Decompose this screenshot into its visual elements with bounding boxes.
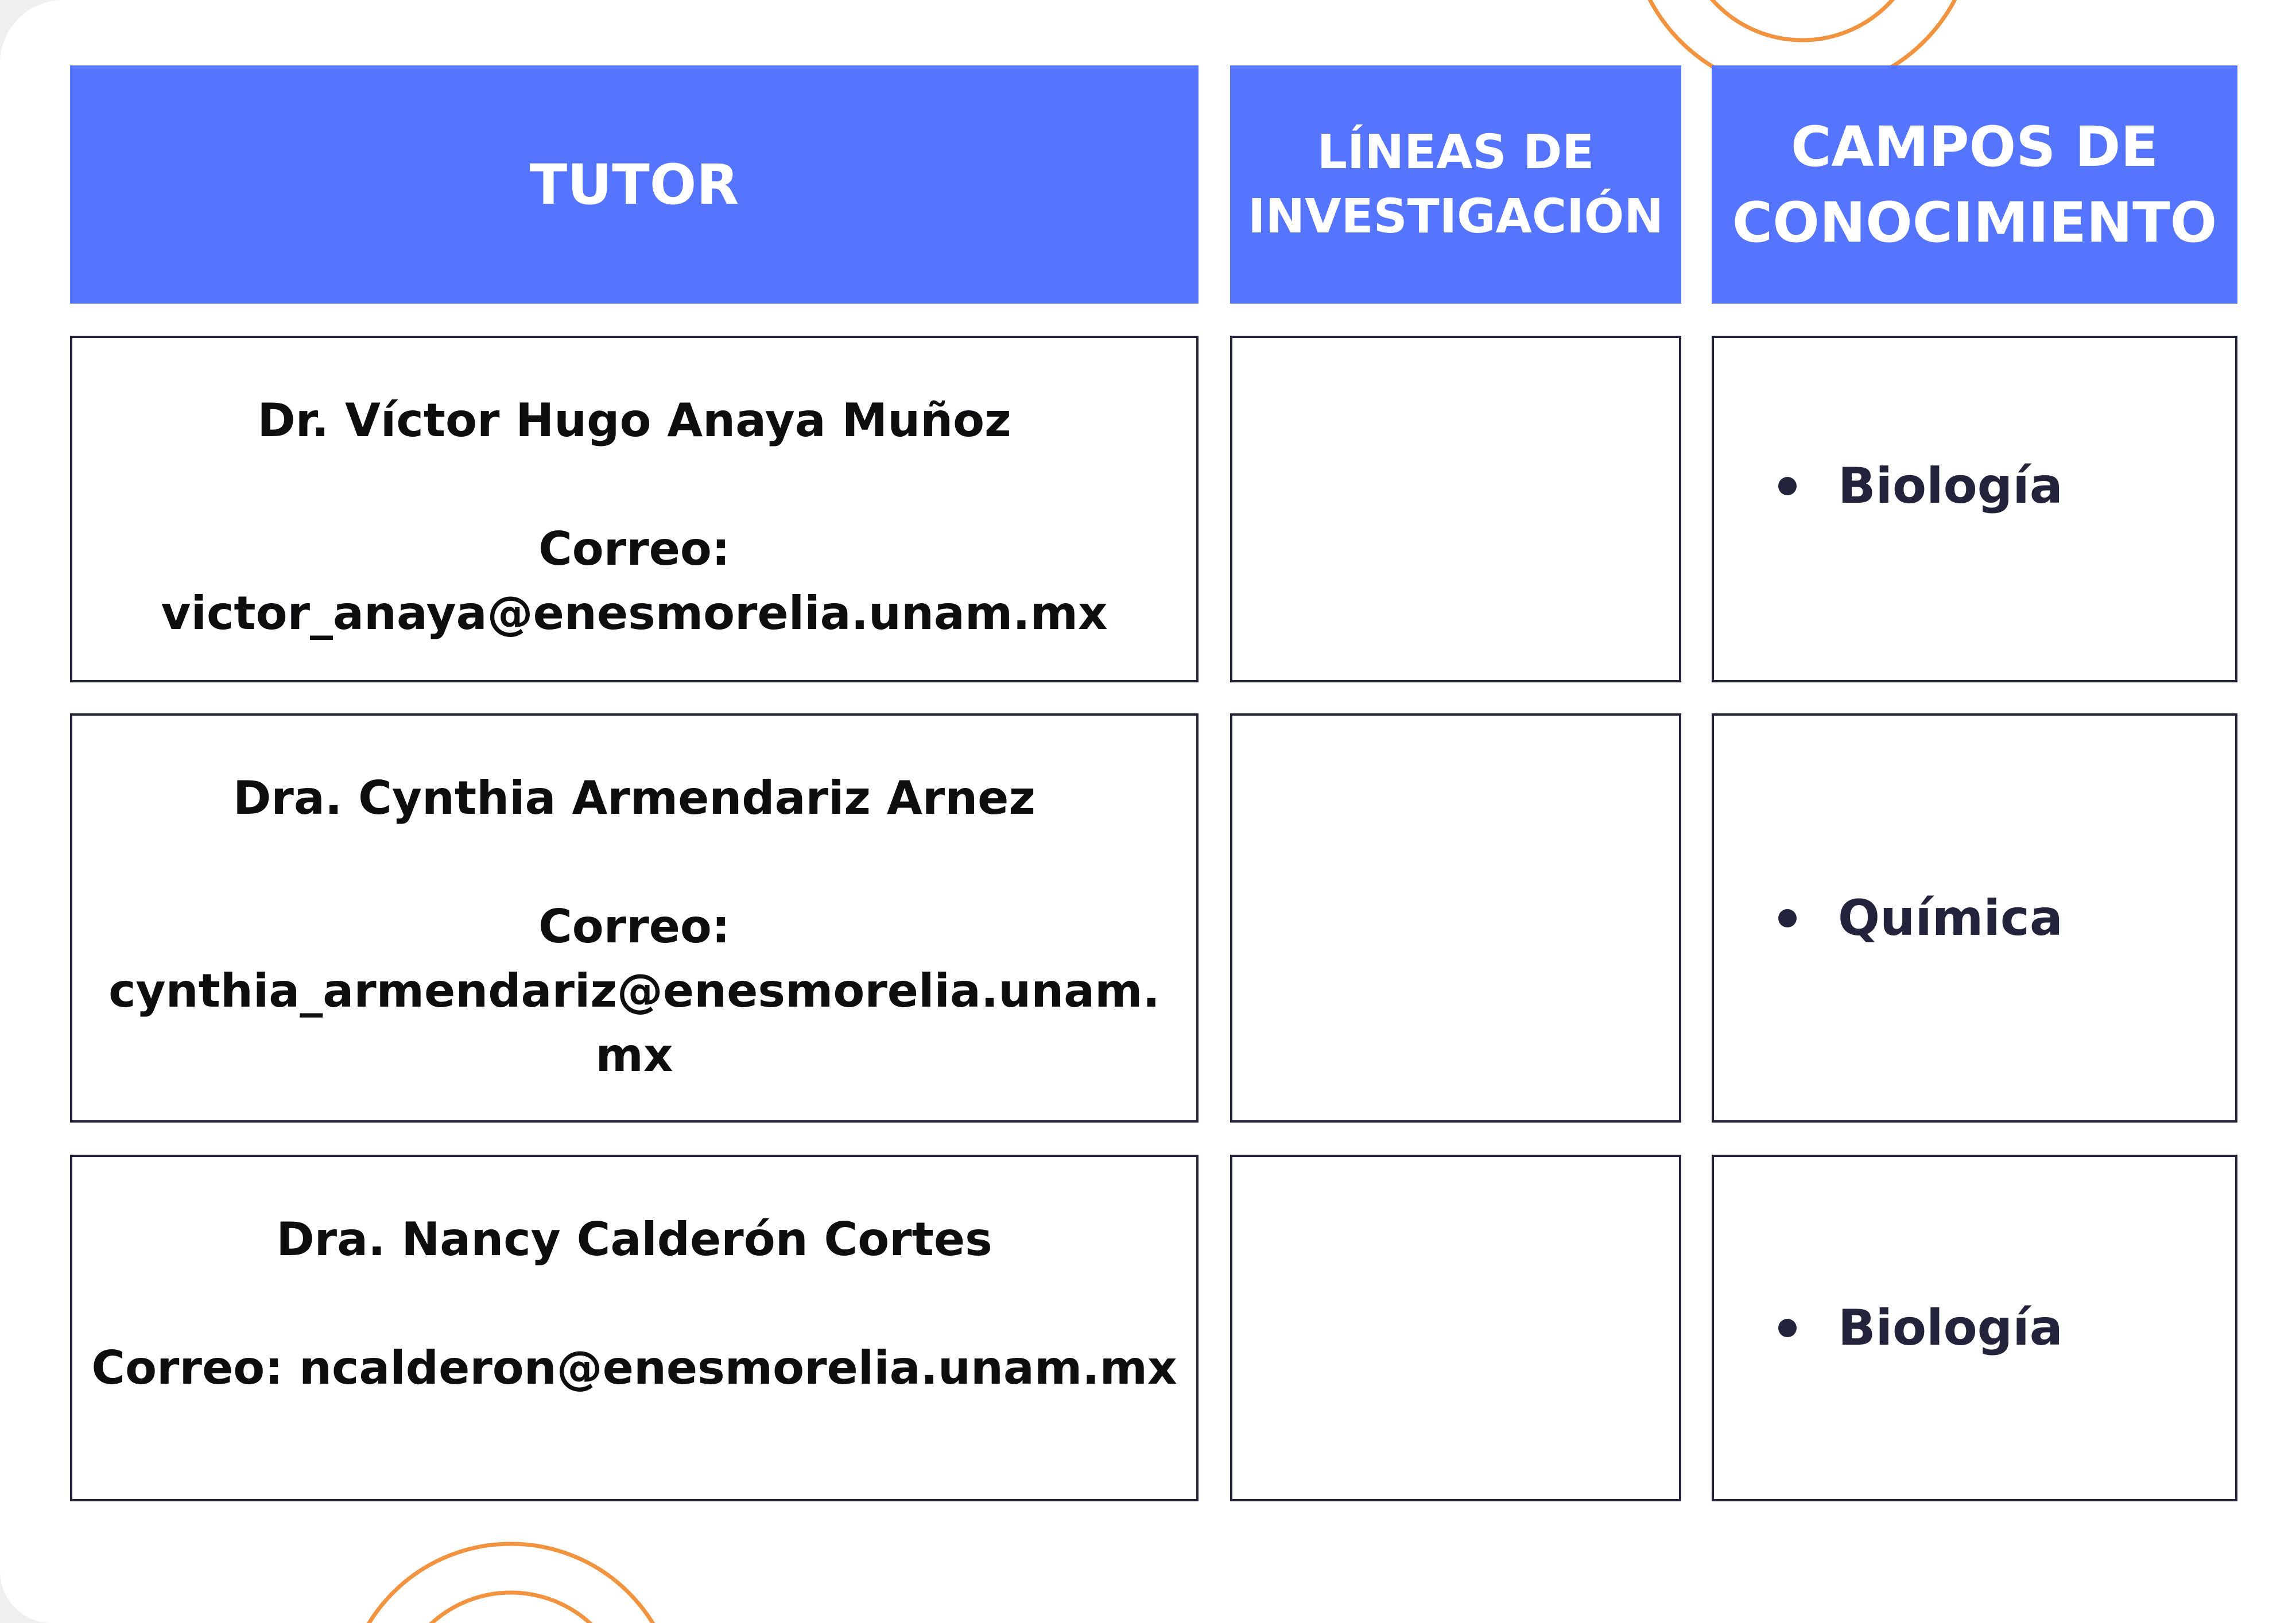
- tutor-cell-3: [70, 1155, 1199, 1501]
- email-address-line2: mx: [595, 1028, 673, 1082]
- header-lineas-line2: INVESTIGACIÓN: [1248, 189, 1663, 244]
- tutor-cell-2: [70, 713, 1199, 1123]
- campo-value: Biología: [1838, 1299, 2063, 1357]
- header-campos-line1: CAMPOS DE: [1790, 114, 2159, 179]
- header-campos: [1712, 65, 2237, 304]
- tutor-name: Dra. Nancy Calderón Cortes: [276, 1213, 992, 1266]
- bullet-icon: [1778, 1319, 1797, 1337]
- header-tutor-label: TUTOR: [529, 152, 739, 217]
- tutor-name: Dra. Cynthia Armendariz Arnez: [233, 771, 1035, 825]
- bullet-icon: [1778, 477, 1797, 495]
- decorative-rings-bottom: [321, 1538, 700, 1623]
- campo-value: Biología: [1838, 457, 2063, 515]
- email-label: Correo:: [538, 900, 730, 953]
- lineas-cell-3: [1230, 1155, 1681, 1501]
- campo-cell-2: [1712, 713, 2237, 1123]
- campo-value: Química: [1838, 889, 2063, 947]
- bullet-icon: [1778, 909, 1797, 927]
- header-lineas: [1230, 65, 1681, 304]
- email-address-line1: cynthia_armendariz@enesmorelia.unam.: [108, 964, 1160, 1018]
- email-label: Correo:: [538, 522, 730, 576]
- email-address: Correo: ncalderon@enesmorelia.unam.mx: [91, 1341, 1177, 1395]
- header-lineas-line1: LÍNEAS DE: [1317, 125, 1595, 180]
- campo-cell-3: [1712, 1155, 2237, 1501]
- header-tutor: [70, 65, 1199, 304]
- campo-cell-1: [1712, 336, 2237, 682]
- tutor-cell-1: [70, 336, 1199, 682]
- header-campos-line2: CONOCIMIENTO: [1732, 190, 2217, 255]
- lineas-cell-2: [1230, 713, 1681, 1123]
- email-address: victor_anaya@enesmorelia.unam.mx: [161, 587, 1108, 640]
- tutor-name: Dr. Víctor Hugo Anaya Muñoz: [257, 394, 1011, 447]
- lineas-cell-1: [1230, 336, 1681, 682]
